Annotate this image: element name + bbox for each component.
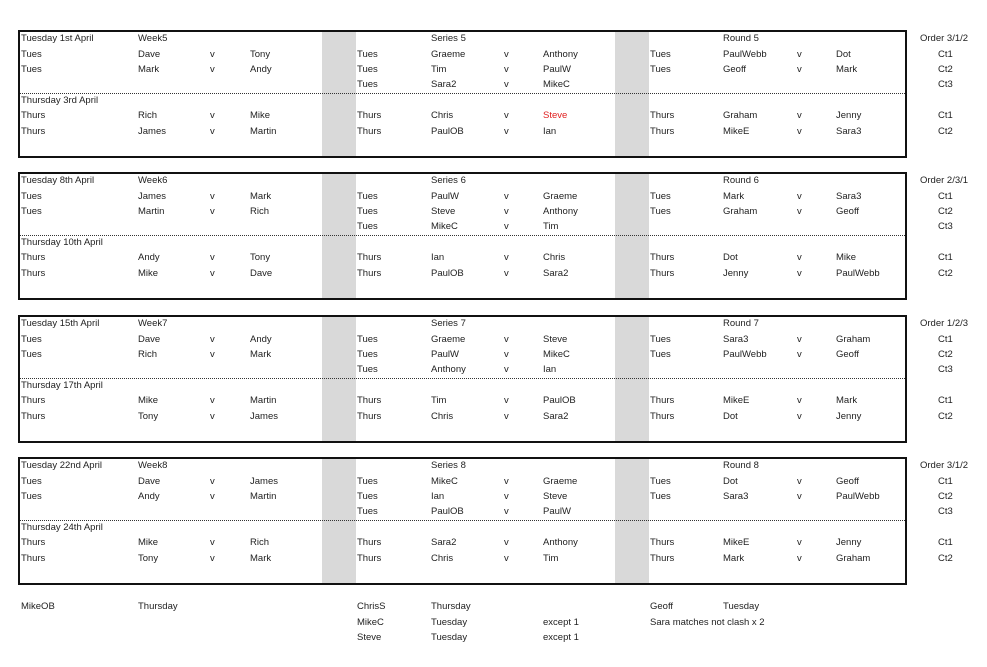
round-match-vs: v <box>797 252 802 263</box>
series-match-player2: Anthony <box>543 206 578 217</box>
league-match-day: Tues <box>21 49 42 60</box>
court-order: Order 3/1/2 <box>920 460 969 471</box>
series-match-player2: PaulW <box>543 506 571 517</box>
court-label: Ct2 <box>938 411 953 422</box>
series-match-day: Thurs <box>357 268 382 279</box>
tuesday-date: Tuesday 8th April <box>21 175 95 186</box>
league-match-player2: Mark <box>250 349 272 360</box>
series-match-player2: Tim <box>543 553 559 564</box>
series-match-player2: Steve <box>543 110 568 121</box>
series-match-player1: Ian <box>431 491 445 502</box>
round-match-player1: Mark <box>723 553 745 564</box>
round-match-player2: Jenny <box>836 537 862 548</box>
league-match-vs: v <box>210 64 215 75</box>
league-match-player2: Rich <box>250 206 270 217</box>
league-match-vs: v <box>210 349 215 360</box>
league-match-vs: v <box>210 553 215 564</box>
series-match-vs: v <box>504 110 509 121</box>
round-match-player2: Graham <box>836 553 871 564</box>
shaded-separator <box>615 174 649 298</box>
round-match-player2: Geoff <box>836 206 860 217</box>
round-match-vs: v <box>797 476 802 487</box>
series-match-player1: Tim <box>431 64 447 75</box>
series-match-day: Tues <box>357 191 378 202</box>
court-label: Ct3 <box>938 364 953 375</box>
series-match-player1: Ian <box>431 252 445 263</box>
series-match-player2: Ian <box>543 126 557 137</box>
league-match-day: Tues <box>21 334 42 345</box>
court-label: Ct3 <box>938 506 953 517</box>
round-match-player1: MikeE <box>723 395 750 406</box>
league-match-vs: v <box>210 476 215 487</box>
court-label: Ct1 <box>938 49 953 60</box>
note-exception: except 1 <box>543 632 579 643</box>
round-match-player1: MikeE <box>723 537 750 548</box>
round-label: Round 8 <box>723 460 759 471</box>
series-match-vs: v <box>504 191 509 202</box>
week-label: Week7 <box>138 318 168 329</box>
round-label: Round 7 <box>723 318 759 329</box>
round-match-day: Thurs <box>650 268 675 279</box>
series-match-vs: v <box>504 268 509 279</box>
series-label: Series 8 <box>431 460 466 471</box>
thursday-date: Thursday 24th April <box>21 522 103 533</box>
league-match-player2: Martin <box>250 491 277 502</box>
round-match-vs: v <box>797 349 802 360</box>
round-match-vs: v <box>797 491 802 502</box>
series-match-player2: Graeme <box>543 476 578 487</box>
league-match-vs: v <box>210 49 215 60</box>
round-match-vs: v <box>797 206 802 217</box>
round-match-vs: v <box>797 268 802 279</box>
shaded-separator <box>322 317 356 441</box>
series-match-player2: Tim <box>543 221 559 232</box>
series-match-player1: Graeme <box>431 49 466 60</box>
series-match-player2: Chris <box>543 252 566 263</box>
league-match-player1: Rich <box>138 110 158 121</box>
series-match-vs: v <box>504 537 509 548</box>
round-match-player1: Dot <box>723 476 738 487</box>
series-match-day: Tues <box>357 506 378 517</box>
league-match-player1: Mike <box>138 537 159 548</box>
court-label: Ct1 <box>938 191 953 202</box>
round-match-player1: MikeE <box>723 126 750 137</box>
round-match-day: Thurs <box>650 126 675 137</box>
round-match-player2: Sara3 <box>836 191 862 202</box>
court-label: Ct1 <box>938 110 953 121</box>
series-match-player2: Sara2 <box>543 268 569 279</box>
league-match-player2: James <box>250 411 278 422</box>
series-match-player1: Steve <box>431 206 456 217</box>
league-match-player1: James <box>138 191 166 202</box>
round-match-day: Thurs <box>650 395 675 406</box>
series-match-player1: PaulW <box>431 191 459 202</box>
round-match-player1: Jenny <box>723 268 749 279</box>
round-match-player2: PaulWebb <box>836 491 880 502</box>
series-match-day: Thurs <box>357 110 382 121</box>
league-match-player2: Andy <box>250 64 272 75</box>
court-label: Ct2 <box>938 349 953 360</box>
round-match-player1: Graham <box>723 110 758 121</box>
league-match-player1: Mark <box>138 64 160 75</box>
league-match-vs: v <box>210 252 215 263</box>
note-day: Tuesday <box>723 601 760 612</box>
shaded-separator <box>615 317 649 441</box>
series-match-day: Tues <box>357 206 378 217</box>
series-label: Series 6 <box>431 175 466 186</box>
shaded-separator <box>322 459 356 583</box>
league-match-vs: v <box>210 411 215 422</box>
round-match-day: Tues <box>650 491 671 502</box>
court-order: Order 3/1/2 <box>920 33 969 44</box>
round-match-player1: Sara3 <box>723 491 749 502</box>
series-match-vs: v <box>504 221 509 232</box>
shaded-separator <box>322 174 356 298</box>
series-match-vs: v <box>504 206 509 217</box>
league-match-vs: v <box>210 206 215 217</box>
tuesday-date: Tuesday 15th April <box>21 318 100 329</box>
series-match-vs: v <box>504 334 509 345</box>
round-match-day: Thurs <box>650 110 675 121</box>
league-match-player2: Mark <box>250 553 272 564</box>
series-match-vs: v <box>504 553 509 564</box>
series-match-player2: PaulW <box>543 64 571 75</box>
round-match-day: Tues <box>650 334 671 345</box>
court-order: Order 1/2/3 <box>920 318 969 329</box>
series-match-day: Tues <box>357 491 378 502</box>
series-match-player2: Steve <box>543 491 568 502</box>
round-match-player2: PaulWebb <box>836 268 880 279</box>
round-match-player2: Geoff <box>836 476 860 487</box>
league-match-day: Tues <box>21 64 42 75</box>
series-match-day: Thurs <box>357 395 382 406</box>
series-match-day: Tues <box>357 79 378 90</box>
league-match-day: Thurs <box>21 126 46 137</box>
court-label: Ct2 <box>938 206 953 217</box>
series-match-vs: v <box>504 79 509 90</box>
round-match-day: Tues <box>650 349 671 360</box>
round-match-player2: Graham <box>836 334 871 345</box>
series-match-day: Tues <box>357 221 378 232</box>
series-match-player1: Tim <box>431 395 447 406</box>
league-match-vs: v <box>210 491 215 502</box>
shaded-separator <box>615 459 649 583</box>
thursday-date: Thursday 17th April <box>21 380 103 391</box>
series-match-vs: v <box>504 64 509 75</box>
note-sara: Sara matches not clash x 2 <box>650 617 765 628</box>
series-match-player1: PaulW <box>431 349 459 360</box>
league-match-day: Tues <box>21 349 42 360</box>
series-match-day: Tues <box>357 476 378 487</box>
series-match-day: Tues <box>357 49 378 60</box>
league-match-player2: Dave <box>250 268 273 279</box>
series-match-player1: Sara2 <box>431 537 457 548</box>
court-label: Ct2 <box>938 268 953 279</box>
round-match-day: Tues <box>650 64 671 75</box>
league-match-player2: Mark <box>250 191 272 202</box>
round-match-day: Tues <box>650 476 671 487</box>
series-match-player1: PaulOB <box>431 506 464 517</box>
series-match-player1: Chris <box>431 110 454 121</box>
round-match-vs: v <box>797 191 802 202</box>
league-match-day: Thurs <box>21 411 46 422</box>
series-match-player2: Ian <box>543 364 557 375</box>
league-match-player2: Tony <box>250 49 271 60</box>
round-label: Round 6 <box>723 175 759 186</box>
round-match-day: Tues <box>650 191 671 202</box>
series-label: Series 5 <box>431 33 466 44</box>
round-match-player2: Mike <box>836 252 857 263</box>
round-match-day: Tues <box>650 49 671 60</box>
round-match-player2: Mark <box>836 395 858 406</box>
league-match-day: Thurs <box>21 110 46 121</box>
league-match-day: Tues <box>21 206 42 217</box>
series-match-player1: Graeme <box>431 334 466 345</box>
round-match-vs: v <box>797 334 802 345</box>
series-match-player2: Anthony <box>543 537 578 548</box>
note-day: Tuesday <box>431 617 468 628</box>
tue-thu-divider <box>20 235 905 236</box>
series-match-player1: MikeC <box>431 221 458 232</box>
round-match-player2: Mark <box>836 64 858 75</box>
round-match-vs: v <box>797 110 802 121</box>
tuesday-date: Tuesday 1st April <box>21 33 94 44</box>
note-day: Thursday <box>138 601 178 612</box>
note-exception: except 1 <box>543 617 579 628</box>
round-match-player1: Geoff <box>723 64 747 75</box>
round-match-day: Thurs <box>650 411 675 422</box>
league-match-day: Thurs <box>21 537 46 548</box>
league-match-player2: Mike <box>250 110 271 121</box>
series-match-day: Thurs <box>357 252 382 263</box>
round-match-player1: Dot <box>723 411 738 422</box>
thursday-date: Thursday 3rd April <box>21 95 99 106</box>
league-match-player2: James <box>250 476 278 487</box>
round-match-day: Thurs <box>650 553 675 564</box>
league-match-vs: v <box>210 537 215 548</box>
league-match-vs: v <box>210 268 215 279</box>
series-match-player2: MikeC <box>543 349 570 360</box>
round-match-player1: PaulWebb <box>723 49 767 60</box>
series-match-player1: MikeC <box>431 476 458 487</box>
league-match-day: Tues <box>21 491 42 502</box>
thursday-date: Thursday 10th April <box>21 237 103 248</box>
court-label: Ct1 <box>938 252 953 263</box>
series-match-player1: Chris <box>431 411 454 422</box>
league-match-player1: James <box>138 126 166 137</box>
note-day: Tuesday <box>431 632 468 643</box>
series-match-day: Tues <box>357 349 378 360</box>
series-match-player1: Sara2 <box>431 79 457 90</box>
league-match-player2: Tony <box>250 252 271 263</box>
week-label: Week6 <box>138 175 168 186</box>
series-match-vs: v <box>504 126 509 137</box>
round-match-day: Tues <box>650 206 671 217</box>
tue-thu-divider <box>20 378 905 379</box>
league-match-vs: v <box>210 191 215 202</box>
series-match-vs: v <box>504 49 509 60</box>
series-match-day: Thurs <box>357 411 382 422</box>
league-match-player1: Martin <box>138 206 165 217</box>
series-match-vs: v <box>504 349 509 360</box>
league-match-vs: v <box>210 126 215 137</box>
round-match-vs: v <box>797 537 802 548</box>
league-match-day: Thurs <box>21 553 46 564</box>
league-match-day: Tues <box>21 476 42 487</box>
league-match-day: Thurs <box>21 252 46 263</box>
league-match-player2: Martin <box>250 126 277 137</box>
court-label: Ct1 <box>938 476 953 487</box>
series-match-day: Tues <box>357 364 378 375</box>
note-player: Steve <box>357 632 382 643</box>
league-match-player2: Rich <box>250 537 270 548</box>
round-match-player1: Sara3 <box>723 334 749 345</box>
series-match-day: Thurs <box>357 126 382 137</box>
series-match-vs: v <box>504 476 509 487</box>
court-label: Ct2 <box>938 491 953 502</box>
round-match-player2: Sara3 <box>836 126 862 137</box>
court-label: Ct1 <box>938 537 953 548</box>
league-match-player1: Tony <box>138 411 159 422</box>
league-match-player1: Andy <box>138 252 160 263</box>
tue-thu-divider <box>20 520 905 521</box>
round-match-vs: v <box>797 411 802 422</box>
round-match-player1: PaulWebb <box>723 349 767 360</box>
tuesday-date: Tuesday 22nd April <box>21 460 102 471</box>
series-match-player2: Graeme <box>543 191 578 202</box>
tue-thu-divider <box>20 93 905 94</box>
round-match-player1: Graham <box>723 206 758 217</box>
league-match-vs: v <box>210 395 215 406</box>
league-match-player1: Dave <box>138 476 161 487</box>
round-match-player1: Dot <box>723 252 738 263</box>
series-match-player2: Sara2 <box>543 411 569 422</box>
note-player: ChrisS <box>357 601 386 612</box>
court-label: Ct1 <box>938 334 953 345</box>
round-match-day: Thurs <box>650 537 675 548</box>
round-match-vs: v <box>797 64 802 75</box>
note-player: Geoff <box>650 601 674 612</box>
round-match-vs: v <box>797 553 802 564</box>
series-match-day: Tues <box>357 334 378 345</box>
series-match-player2: PaulOB <box>543 395 576 406</box>
round-match-player2: Dot <box>836 49 851 60</box>
league-match-player1: Tony <box>138 553 159 564</box>
round-label: Round 5 <box>723 33 759 44</box>
league-match-player1: Dave <box>138 334 161 345</box>
round-match-vs: v <box>797 126 802 137</box>
court-label: Ct2 <box>938 64 953 75</box>
series-match-vs: v <box>504 411 509 422</box>
league-match-player2: Martin <box>250 395 277 406</box>
league-match-player1: Mike <box>138 395 159 406</box>
court-label: Ct1 <box>938 395 953 406</box>
league-match-day: Tues <box>21 191 42 202</box>
round-match-day: Thurs <box>650 252 675 263</box>
court-label: Ct2 <box>938 553 953 564</box>
note-player: MikeOB <box>21 601 55 612</box>
round-match-vs: v <box>797 49 802 60</box>
league-match-player1: Andy <box>138 491 160 502</box>
series-match-day: Thurs <box>357 537 382 548</box>
round-match-player2: Jenny <box>836 110 862 121</box>
shaded-separator <box>322 32 356 156</box>
series-match-player1: Chris <box>431 553 454 564</box>
league-match-vs: v <box>210 334 215 345</box>
series-match-player1: PaulOB <box>431 126 464 137</box>
week-label: Week8 <box>138 460 168 471</box>
series-match-player2: Anthony <box>543 49 578 60</box>
series-match-player2: MikeC <box>543 79 570 90</box>
court-label: Ct3 <box>938 79 953 90</box>
series-match-vs: v <box>504 395 509 406</box>
series-match-vs: v <box>504 506 509 517</box>
court-order: Order 2/3/1 <box>920 175 969 186</box>
series-match-day: Thurs <box>357 553 382 564</box>
court-label: Ct3 <box>938 221 953 232</box>
series-match-vs: v <box>504 252 509 263</box>
series-match-player1: Anthony <box>431 364 466 375</box>
round-match-player1: Mark <box>723 191 745 202</box>
league-match-player2: Andy <box>250 334 272 345</box>
series-match-player1: PaulOB <box>431 268 464 279</box>
series-label: Series 7 <box>431 318 466 329</box>
league-match-day: Thurs <box>21 395 46 406</box>
league-match-player1: Rich <box>138 349 158 360</box>
league-match-player1: Mike <box>138 268 159 279</box>
note-day: Thursday <box>431 601 471 612</box>
round-match-player2: Geoff <box>836 349 860 360</box>
week-label: Week5 <box>138 33 168 44</box>
series-match-vs: v <box>504 364 509 375</box>
shaded-separator <box>615 32 649 156</box>
round-match-vs: v <box>797 395 802 406</box>
series-match-player2: Steve <box>543 334 568 345</box>
league-match-day: Thurs <box>21 268 46 279</box>
note-player: MikeC <box>357 617 384 628</box>
court-label: Ct2 <box>938 126 953 137</box>
league-match-player1: Dave <box>138 49 161 60</box>
league-match-vs: v <box>210 110 215 121</box>
series-match-day: Tues <box>357 64 378 75</box>
round-match-player2: Jenny <box>836 411 862 422</box>
series-match-vs: v <box>504 491 509 502</box>
